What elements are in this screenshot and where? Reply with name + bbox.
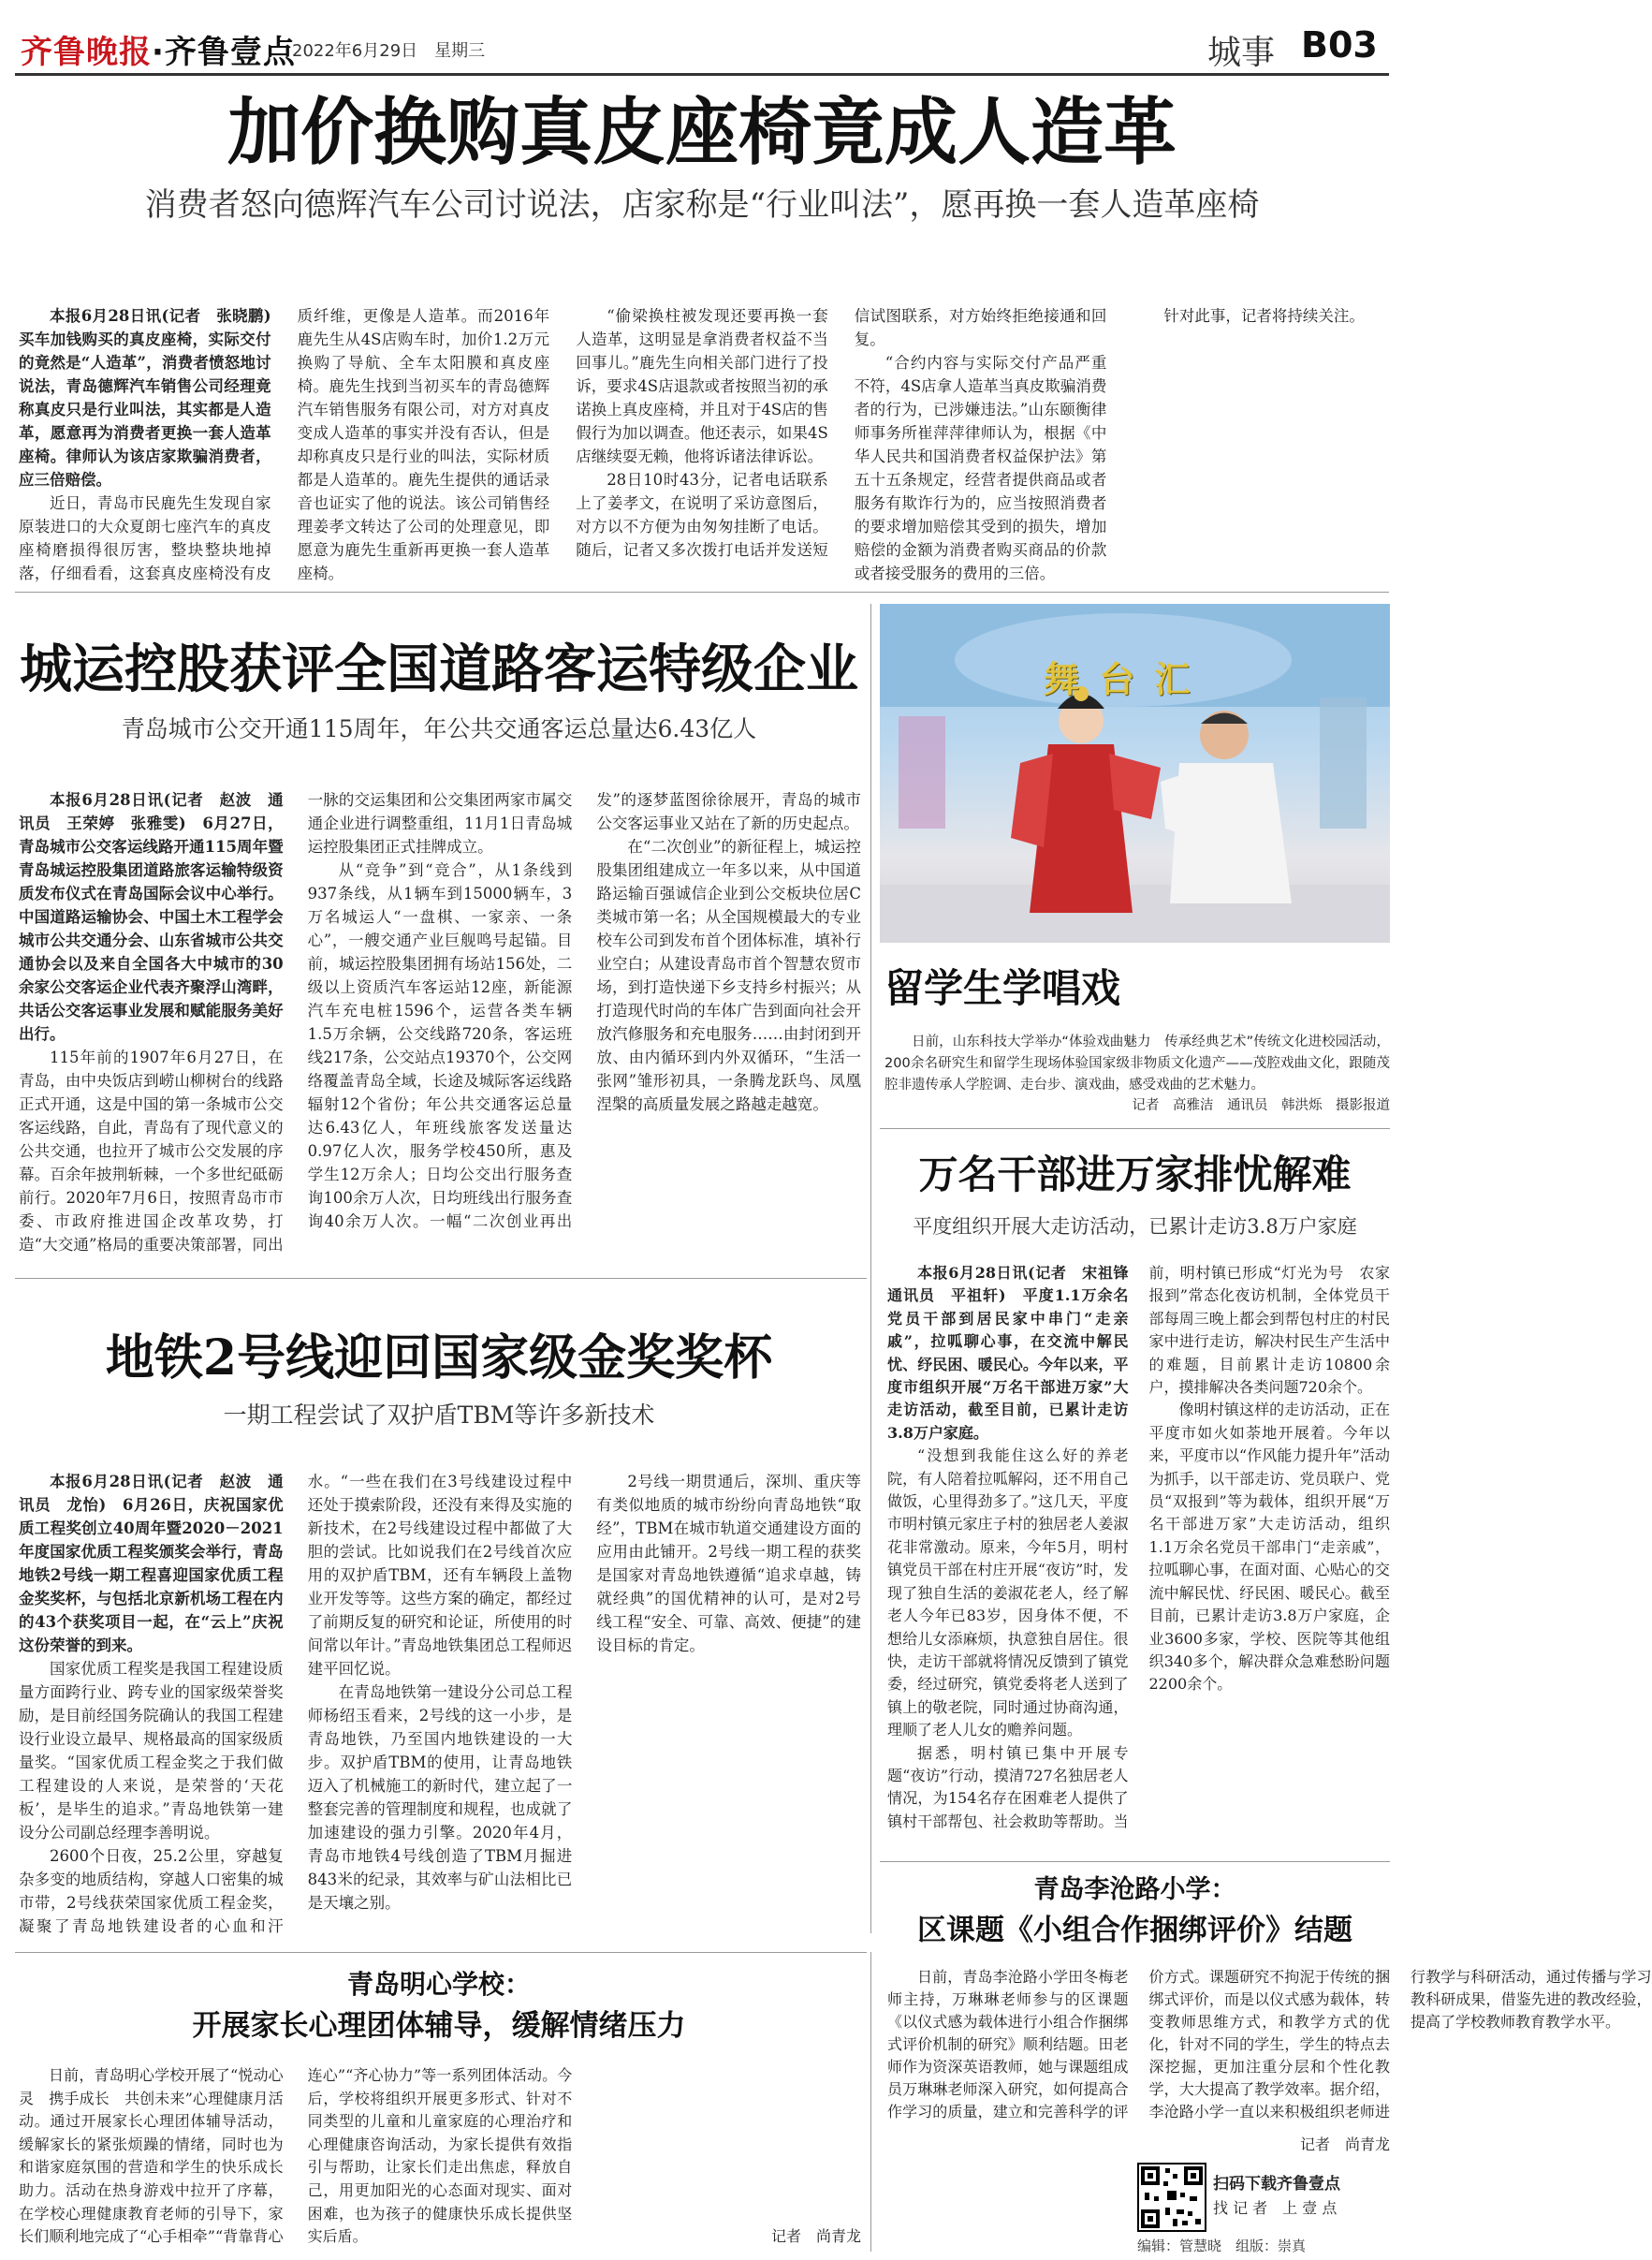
article2-paragraph: 从“竞争”到“竞合”，从1条线到937条线，从1辆车到15000辆车，3万名城运人“一盘棋、一家亲、一条心”，一艘交通产业巨舰鸣号起锚。目前，城运控股集团拥有场站156处，二级以上资质汽车客运站12座，新能源汽车充电桩1596个，运营各类车辆1.5万余辆，公交线路720条，客运班线217条，公交站点19370个，公交网络覆盖青岛全域，长途及城际客运线路辐射12个省份；年公共交通客运总量达6.43亿人，年班线旅客发送量达0.97亿人次，服务学校450所，惠及学生12万余人；日均公交出行服务查询100余万人次，日均班线出行服务查询40余万人次。一幅“二次创业再出发”的逐梦蓝图徐徐展开，青岛的城市公交客运事业又站在了新的历史起点。 bbox=[307, 791, 861, 1230]
article1-paragraph: “偷梁换柱被发现还要再换一套人造革，这明显是拿消费者权益不当回事儿。”鹿先生向相关部门进行了投诉，要求4S店退款或者按照当初的承诺换上真皮座椅，并且对于4S店的售假行为加以调查。他还表示，如果4S店继续耍无赖，他将诉诸法律诉讼。 bbox=[576, 307, 828, 465]
logo-dot: · bbox=[152, 34, 165, 71]
logo-right: 齐鲁壹点 bbox=[164, 34, 296, 71]
article4-paragraph: “没想到我能住这么好的养老院，有人陪着拉呱解闷，还不用自己做饭，心里得劲多了。”这几天，平度市明村镇元家庄子村的独居老人姜淑花非常激动。原来，今年5月，明村镇党员干部在村庄开展“夜访”时，发现了独自生活的姜淑花老人，经了解老人今年已83岁，因身体不便，不想给儿女添麻烦，执意独自居住。很快，走访干部就将情况反馈到了镇党委，经过研究，镇党委将老人送到了镇上的敬老院，同时通过协商沟通，理顺了老人儿女的赡养问题。 bbox=[887, 1446, 1129, 1739]
article2-paragraph: 115年前的1907年6月27日，在青岛，由中央饭店到崂山柳树台的线路正式开通，这是中国的第一条城市公交客运线路，自此，青岛有了现代意义的公共交通，也拉开了城市公交发展的序幕。百余年披荆斩棘，一个多世纪砥砺前行。2020年7月6日，按照青岛市市委、市政府推进国企改革攻势，打造“大交通”格局的重要决策部署，同出一脉的交运集团和公交集团两家市属交通企业进行调整重组，11月1日青岛城运控股集团正式挂牌成立。 bbox=[19, 791, 573, 1254]
article3-paragraph: 2600个日夜，25.2公里，穿越复杂多变的地质结构，穿越人口密集的城市带，2号线获荣国家优质工程金奖，凝聚了青岛地铁建设者的心血和汗水。“一些在我们在3号线建设过程中还处于摸索阶段，还没有来得及实施的新技术，在2号线建设过程中都做了大胆的尝试。比如说我们在2号线首次应用的双护盾TBM，还有车辆段上盖物业开发等等。这些方案的确定，都经过了前期反复的研究和论证，所使用的时间常以年计。”青岛地铁集团总工程师迟建平回忆说。 bbox=[19, 1473, 573, 1935]
article3-subtitle: 一期工程尝试了双护盾TBM等许多新技术 bbox=[223, 1401, 655, 1429]
article3-paragraph: 国家优质工程奖是我国工程建设质量方面跨行业、跨专业的国家级荣誉奖励，是目前经国务院确认的我国工程建设行业设立最早、规格最高的国家级质量奖。“国家优质工程金奖之于我们做工程建设的人来说，是荣誉的‘天花板’，是毕生的追求。”青岛地铁第一建设分公司副总经理李善明说。 bbox=[19, 1660, 284, 1842]
article2-paragraph: 在“二次创业”的新征程上，城运控股集团组建成立一年多以来，从中国道路运输百强诚信企业到公交板块位居C类城市第一名；从全国规模最大的专业校车公司到发布首个团体标准，填补行业空白；从建设青岛市首个智慧农贸市场，到打造快递下乡支持乡村振兴；从打造现代时尚的车体广告到面向社会开放汽修服务和充电服务……由封闭到开放、由内循环到内外双循环，“生活一张网”雏形初具，一条腾龙跃鸟、凤凰涅槃的高质量发展之路越走越宽。 bbox=[596, 838, 861, 1113]
article6-credit: 记者 尚青龙 bbox=[1299, 2135, 1390, 2153]
article1-paragraph: 近日，青岛市民鹿先生发现自家原装进口的大众夏朗七座汽车的真皮座椅磨损得很厉害，整块整块地掉落，仔细看看，这套真皮座椅没有皮质纤维，更像是人造革。而2016年鹿先生从4S店购车时，加价1.2万元换购了导航、全车太阳膜和真皮座椅。鹿先生找到当初买车的青岛德辉汽车销售服务有限公司，对方对真皮变成人造革的事实并没有否认，但是却称真皮只是行业的叫法，实际材质都是人造革的。鹿先生提供的通话录音也证实了他的说法。该公司销售经理姜孝文转达了公司的处理意见，即愿意为鹿先生重新再更换一套人造革座椅。 bbox=[19, 307, 550, 582]
stage-photo bbox=[880, 604, 1390, 943]
article5-credit: 记者 尚青龙 bbox=[770, 2227, 861, 2245]
editor-credits: 编辑：管慧晓 组版：崇真 bbox=[1137, 2238, 1307, 2254]
article5-kicker: 青岛明心学校： bbox=[346, 1969, 531, 2000]
logo-left: 齐鲁晚报 bbox=[21, 34, 152, 71]
newspaper-logo bbox=[21, 26, 296, 72]
divider bbox=[880, 1861, 1390, 1862]
article4-subtitle: 平度组织开展大走访活动，已累计走访3.8万户家庭 bbox=[913, 1215, 1357, 1238]
photo-title: 留学生学唱戏 bbox=[884, 965, 1121, 1011]
article3-paragraph: 本报6月28日讯(记者 赵波 通讯员 龙怡) 6月26日，庆祝国家优质工程奖创立40周年暨2020－2021年度国家优质工程奖颁奖会举行，青岛地铁2号线一期工程喜迎国家优质工程金奖奖杯，与包括北京新机场工程在内的43个获奖项目一起，在“云上”庆祝这份荣誉的到来。 bbox=[19, 1473, 284, 1654]
divider bbox=[15, 1952, 867, 1953]
qr-label-line2: 找 记 者 上 壹 点 bbox=[1213, 2199, 1338, 2217]
divider bbox=[880, 1128, 1390, 1129]
article5-paragraph: 日前，青岛明心学校开展了“悦动心灵 携手成长 共创未来”心理健康月活动。通过开展家长心理团体辅导活动，缓解家长的紧张烦躁的情绪，同时也为和谐家庭氛围的营造和学生的快乐成长助力。活动在热身游戏中拉开了序幕，在学校心理健康教育老师的引导下，家长们顺利地完成了“心手相牵”“背靠背心连心”“齐心协力”等一系列团体活动。今后，学校将组织开展更多形式、针对不同类型的儿童和儿童家庭的心理治疗和心理健康咨询活动，为家长提供有效指引与帮助，让家长们走出焦虑，释放自己，用更加阳光的心态面对现实、面对困难，也为孩子的健康快乐成长提供坚实后盾。 bbox=[19, 2066, 573, 2246]
article6-paragraph: 日前，青岛李沧路小学田冬梅老师主持，万琳琳老师参与的区课题《以仪式感为载体进行小组合作捆绑式评价机制的研究》顺利结题。田老师作为资深英语教师，她与课题组成员万琳琳老师深入研究，如何提高合作学习的质量，建立和完善科学的评价方式。课题研究不拘泥于传统的捆绑式评价，而是以仪式感为载体，转变教师思维方式，和教学方式的优化，针对不同的学生，学生的特点去深挖掘，更加注重分层和个性化教学，大大提高了教学效率。据介绍，李沧路小学一直以来积极组织老师进行教学与科研活动，通过传播与学习教科研成果，借鉴先进的教改经验，提高了学校教师教育教学水平。 bbox=[887, 1968, 1652, 2121]
article6-body bbox=[887, 1966, 1652, 2127]
stage-banner-text: 舞 台 汇 bbox=[1044, 659, 1194, 700]
article2-title: 城运控股获评全国道路客运特级企业 bbox=[20, 638, 858, 700]
article5-body bbox=[19, 2064, 861, 2252]
article1-body bbox=[19, 304, 1385, 585]
photo-credit: 记者 高雅洁 通讯员 韩洪烁 摄影报道 bbox=[1132, 1098, 1390, 1113]
column-divider bbox=[870, 1952, 871, 2252]
article1-title: 加价换购真皮座椅竟成人造革 bbox=[227, 90, 1177, 175]
article1-paragraph: 本报6月28日讯(记者 张晓鹏) 买车加钱购买的真皮座椅，实际交付的竟然是“人造革”，消费者愤怒地讨说法，青岛德辉汽车销售公司经理竟称真皮只是行业叫法，其实都是人造革，愿意再为消费者更换一套人造革座椅。律师认为该店家欺骗消费者，应三倍赔偿。 bbox=[19, 307, 287, 489]
section-name: 城事 bbox=[1207, 34, 1276, 72]
article6-title: 区课题《小组合作捆绑评价》结题 bbox=[917, 1914, 1352, 1947]
qr-code-pattern bbox=[1139, 2165, 1205, 2230]
divider bbox=[15, 1278, 867, 1279]
article2-body bbox=[19, 788, 861, 1266]
photo-caption-block bbox=[884, 1032, 1390, 1096]
column-divider bbox=[870, 604, 871, 1933]
masthead bbox=[0, 0, 1404, 73]
qr-label-line1: 扫码下载齐鲁壹点 bbox=[1213, 2175, 1340, 2194]
article5-title: 开展家长心理团体辅导，缓解情绪压力 bbox=[192, 2009, 686, 2043]
article3-body bbox=[19, 1470, 861, 1943]
masthead-rule bbox=[15, 73, 1389, 76]
page-number: B03 bbox=[1301, 24, 1378, 66]
article4-title: 万名干部进万家排忧解难 bbox=[918, 1152, 1352, 1197]
divider bbox=[15, 592, 1389, 593]
article3-paragraph: 在青岛地铁第一建设分公司总工程师杨绍玉看来，2号线的这一小步，是青岛地铁，乃至国内地铁建设的一大步。双护盾TBM的使用，让青岛地铁迈入了机械施工的新时代，建立起了一整套完善的管理制度和规程，也成就了加速建设的强力引擎。2020年4月，青岛市地铁4号线创造了TBM月掘进843米的纪录，其效率与矿山法相比已是天壤之别。 bbox=[307, 1683, 573, 1912]
article1-paragraph: 针对此事，记者将持续关注。 bbox=[1163, 307, 1365, 325]
article2-paragraph: 本报6月28日讯(记者 赵波 通讯员 王荣婷 张雅雯) 6月27日，青岛城市公交客运线路开通115周年暨青岛城运控股集团道路旅客运输特级资质发布仪式在青岛国际会议中心举行。中国道路运输协会、中国土木工程学会城市公共交通分会、山东省城市公共交通协会以及来自全国各大中城市的30余家公交客运企业代表齐聚浮山湾畔，共话公交客运事业发展和赋能服务美好出行。 bbox=[19, 791, 284, 1043]
article1-paragraph: “合约内容与实际交付产品严重不符，4S店拿人造革当真皮欺骗消费者的行为，已涉嫌违法。”山东颐衡律师事务所崔萍萍律师认为，根据《中华人民共和国消费者权益保护法》第五十五条规定，经营者提供商品或者服务有欺诈行为的，应当按照消费者的要求增加赔偿其受到的损失，增加赔偿的金额为消费者购买商品的价款或者接受服务的费用的三倍。 bbox=[854, 354, 1107, 582]
article3-title: 地铁2号线迎回国家级金奖奖杯 bbox=[105, 1329, 773, 1387]
article3-paragraph: 2号线一期贯通后，深圳、重庆等有类似地质的城市纷纷向青岛地铁“取经”，TBM在城市轨道交通建设方面的应用由此铺开。2号线一期工程的获奖是国家对青岛地铁遵循“追求卓越，铸就经典”的国优精神的认可，是对2号线工程“安全、可靠、高效、便捷”的建设目标的肯定。 bbox=[596, 1473, 861, 1654]
article4-paragraph: 据悉，明村镇已集中开展专题“夜访”行动，摸清727名独居老人情况，为154名存在困难老人提供了镇村干部帮包、社会救助等帮助。当前，明村镇已形成“灯光为号 农家报到”常态化夜访机制，全体党员干部每周三晚上都会到帮包村庄的村民家中进行走访，解决村民生产生活中的难题，目前累计走访10800余户，摸排解决各类问题720余个。 bbox=[887, 1264, 1390, 1830]
article6-kicker: 青岛李沧路小学： bbox=[1033, 1875, 1236, 1904]
photo-caption: 日前，山东科技大学举办“体验戏曲魅力 传承经典艺术”传统文化进校园活动，200余名研究生和留学生现场体验国家级非物质文化遗产——茂腔戏曲文化，跟随茂腔非遗传承人学腔调、走台步、演戏曲，感受戏曲的艺术魅力。 bbox=[884, 1035, 1390, 1093]
issue-date: 2022年6月29日 星期三 bbox=[292, 41, 486, 61]
article1-subtitle: 消费者怒向德辉汽车公司讨说法，店家称是“行业叫法”，愿再换一套人造革座椅 bbox=[144, 186, 1260, 224]
article1-paragraph: 28日10时43分，记者电话联系上了姜孝文，在说明了采访意图后，对方以不方便为由匆匆挂断了电话。随后，记者又多次拨打电话并发送短信试图联系，对方始终拒绝接通和回复。 bbox=[576, 307, 1107, 559]
article4-paragraph: 像明村镇这样的走访活动，正在平度市如火如荼地开展着。今年以来，平度市以“作风能力提升年”活动为抓手，以干部走访、党员联户、党员“双报到”等为载体，组织开展“万名干部进万家”大走访活动，组织1.1万余名党员干部串门“走亲戚”，拉呱聊心事，在面对面、心贴心的交流中解民忧、纾民困、暖民心。截至目前，已累计走访3.8万户家庭，企业3600多家，学校、医院等其他组织340多个，解决群众急难愁盼问题2200余个。 bbox=[1148, 1401, 1390, 1694]
qr-code-icon[interactable] bbox=[1137, 2163, 1206, 2232]
article2-subtitle: 青岛城市公交开通115周年，年公共交通客运总量达6.43亿人 bbox=[121, 715, 757, 742]
article4-body bbox=[887, 1262, 1390, 1852]
article4-paragraph: 本报6月28日讯(记者 宋祖锋 通讯员 平祖轩) 平度1.1万余名党员干部到居民家中串门“走亲戚”，拉呱聊心事，在交流中解民忧、纾民困、暖民心。今年以来，平度市组织开展“万名干部进万家”大走访活动，截至目前，已累计走访3.8万户家庭。 bbox=[887, 1264, 1144, 1442]
